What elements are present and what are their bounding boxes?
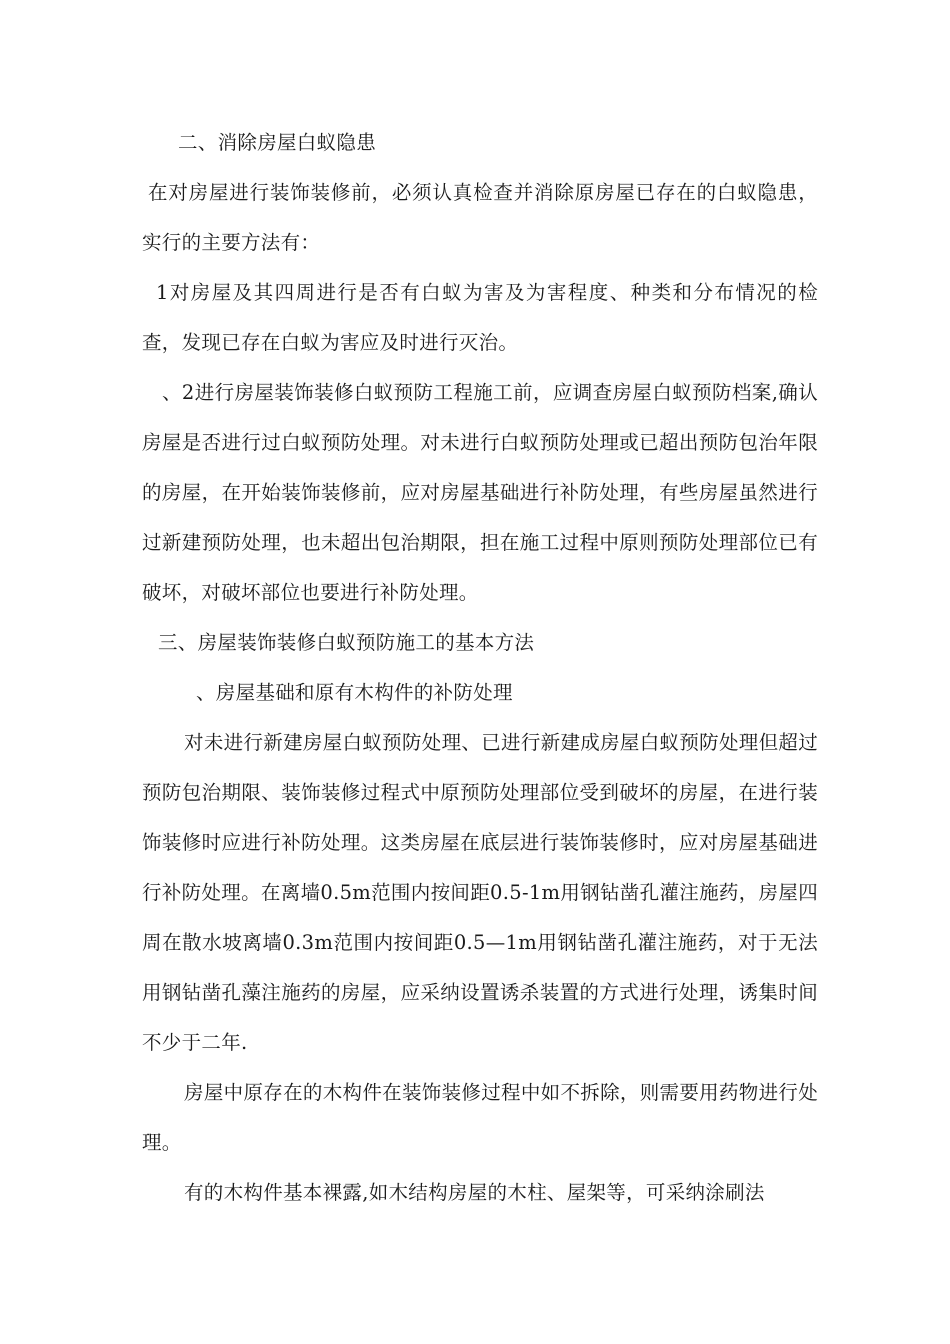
document-page bbox=[142, 118, 818, 1218]
paragraph-2: 1对房屋及其四周进行是否有白蚁为害及为害程度、种类和分布情况的检查，发现已存在白蚁为害应及时进行灭治。 bbox=[142, 281, 818, 354]
section-heading-3: 三、房屋装饰装修白蚁预防施工的基本方法 bbox=[158, 631, 535, 654]
section-heading-2: 二、消除房屋白蚁隐患 bbox=[178, 131, 377, 154]
subsection-heading: 、房屋基础和原有木构件的补防处理 bbox=[196, 681, 513, 704]
paragraph-3: 、2进行房屋装饰装修白蚁预防工程施工前，应调查房屋白蚁预防档案,确认房屋是否进行过白蚁预防处理。对未进行白蚁预防处理或已超出预防包治年限的房屋，在开始装饰装修前，应对房屋基础进行补防处理，有些房屋虽然进行过新建预防处理，也未超出包治期限，担在施工过程中原则预防处理部位已有破坏，对破坏部位也要进行补防处理。 bbox=[142, 381, 818, 604]
paragraph-4: 对未进行新建房屋白蚁预防处理、已进行新建成房屋白蚁预防处理但超过预防包治期限、装饰装修过程式中原预防处理部位受到破坏的房屋，在进行装饰装修时应进行补防处理。这类房屋在底层进行装饰装修时，应对房屋基础进行补防处理。在离墙0.5m范围内按间距0.5-1m用钢钻凿孔灌注施药，房屋四周在散水坡离墙0.3m范围内按间距0.5—1m用钢钻凿孔灌注施药，对于无法用钢钻凿孔藻注施药的房屋，应采纳设置诱杀装置的方式进行处理，诱集时间不少于二年. bbox=[142, 731, 818, 1054]
paragraph-5: 房屋中原存在的木构件在装饰装修过程中如不拆除，则需要用药物进行处理。 bbox=[142, 1081, 818, 1154]
paragraph-6: 有的木构件基本裸露,如木结构房屋的木柱、屋架等，可采纳涂刷法 bbox=[184, 1181, 765, 1204]
paragraph-1: 在对房屋进行装饰装修前，必须认真检查并消除原房屋已存在的白蚁隐患，实行的主要方法有： bbox=[142, 181, 818, 254]
